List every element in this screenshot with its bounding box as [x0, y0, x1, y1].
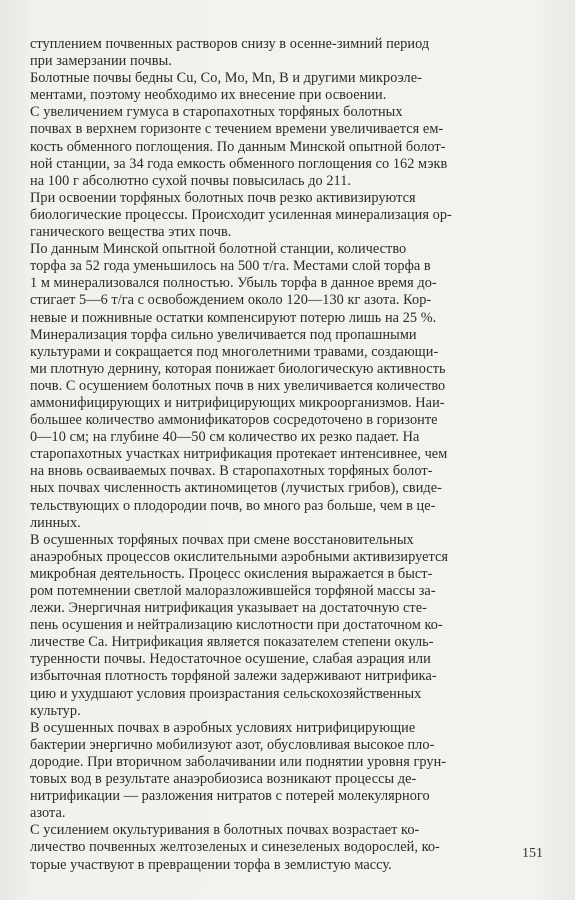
paragraph-1: ступлением почвенных растворов снизу в осенне-зимний период при замерзании почвы.	[30, 36, 430, 70]
paragraph-8: В осушенных почвах в аэробных условиях нитрифицирующие бактерии энергично мобилизуют азот, обусловливая высокое пло- дородие. При вторичном заболачивании или поднятии уровня грун- товых вод в результате анаэробиозиса возникают процессы де- нитрификации — разложения нитратов с потерей молекулярного азота.	[30, 719, 447, 822]
paragraph-9: С усилением окультуривания в болотных почвах возрастает ко- личество почвенных желтозеленых и синезеленых водорослей, ко- торые участвуют в превращении торфа в землистую массу.	[30, 822, 440, 873]
paragraph-7: В осушенных торфяных почвах при смене восстановительных анаэробных процессов окислительными аэробными активизируется микробная деятельность. Процесс окисления выражается в быст- ром потемнении светлой малоразложившейся торфяной массы за- лежи. Энергичная нитрификация указывает на достаточную сте- пень осушения и нейтрализацию кислотности при достаточном ко- личестве Ca. Нитрификация является показателем степени окуль- туренности почвы. Недостаточное осушение, слабая аэрация или избыточная плотность торфяной залежи задерживают нитрифика- цию и ухудшают условия произрастания сельскохозяйственных культур.	[30, 531, 449, 719]
paragraph-6: Минерализация торфа сильно увеличивается под пропашными культурами и сокращается под многолетними травами, создающи- ми плотную дернину, которая понижает биологическую активность почв. С осушением болотных почв в них увеличивается количество аммонифицирующих и нитрифицирующих микроорганизмов. Наи- большее количество аммонификаторов сосредоточено в горизонте 0—10 см; на глубине 40—50 см количество их резко падает. На старопахотных участках нитрификация протекает интенсивнее, чем на вновь осваиваемых почвах. В старопахотных торфяных болот- ных почвах численность актиномицетов (лучистых грибов), свиде- тельствующих о плодородии почв, во много раз больше, чем в це- линных.	[30, 326, 448, 531]
page-number: 151	[522, 846, 543, 861]
paragraph-4: При освоении торфяных болотных почв резко активизируются биологические процессы. Происходит усиленная минерализация ор- ганического вещества этих почв.	[30, 189, 452, 241]
paragraph-5: По данным Минской опытной болотной станции, количество торфа за 52 года уменьшилось на 500 т/га. Местами слой торфа в 1 м минерализовался полностью. Убыль торфа в данное время до- стигает 5—6 т/га с освобождением около 120—130 кг азота. Кор- невые и пожнивные остатки компенсируют потерю лишь на 25 %.	[30, 241, 437, 326]
paragraph-2: Болотные почвы бедны Cu, Co, Mo, Mn, B и другими микроэле- ментами, поэтому необходимо их внесение при освоении.	[30, 70, 422, 104]
paragraph-3: С увеличением гумуса в старопахотных торфяных болотных почвах в верхнем горизонте с течением времени увеличивается ем- кость обменного поглощения. По данным Минской опытной болот- ной станции, за 34 года емкость обменного поглощения со 162 мэкв на 100 г абсолютно сухой почвы повысилась до 211.	[30, 104, 448, 189]
body-text	[30, 36, 544, 874]
